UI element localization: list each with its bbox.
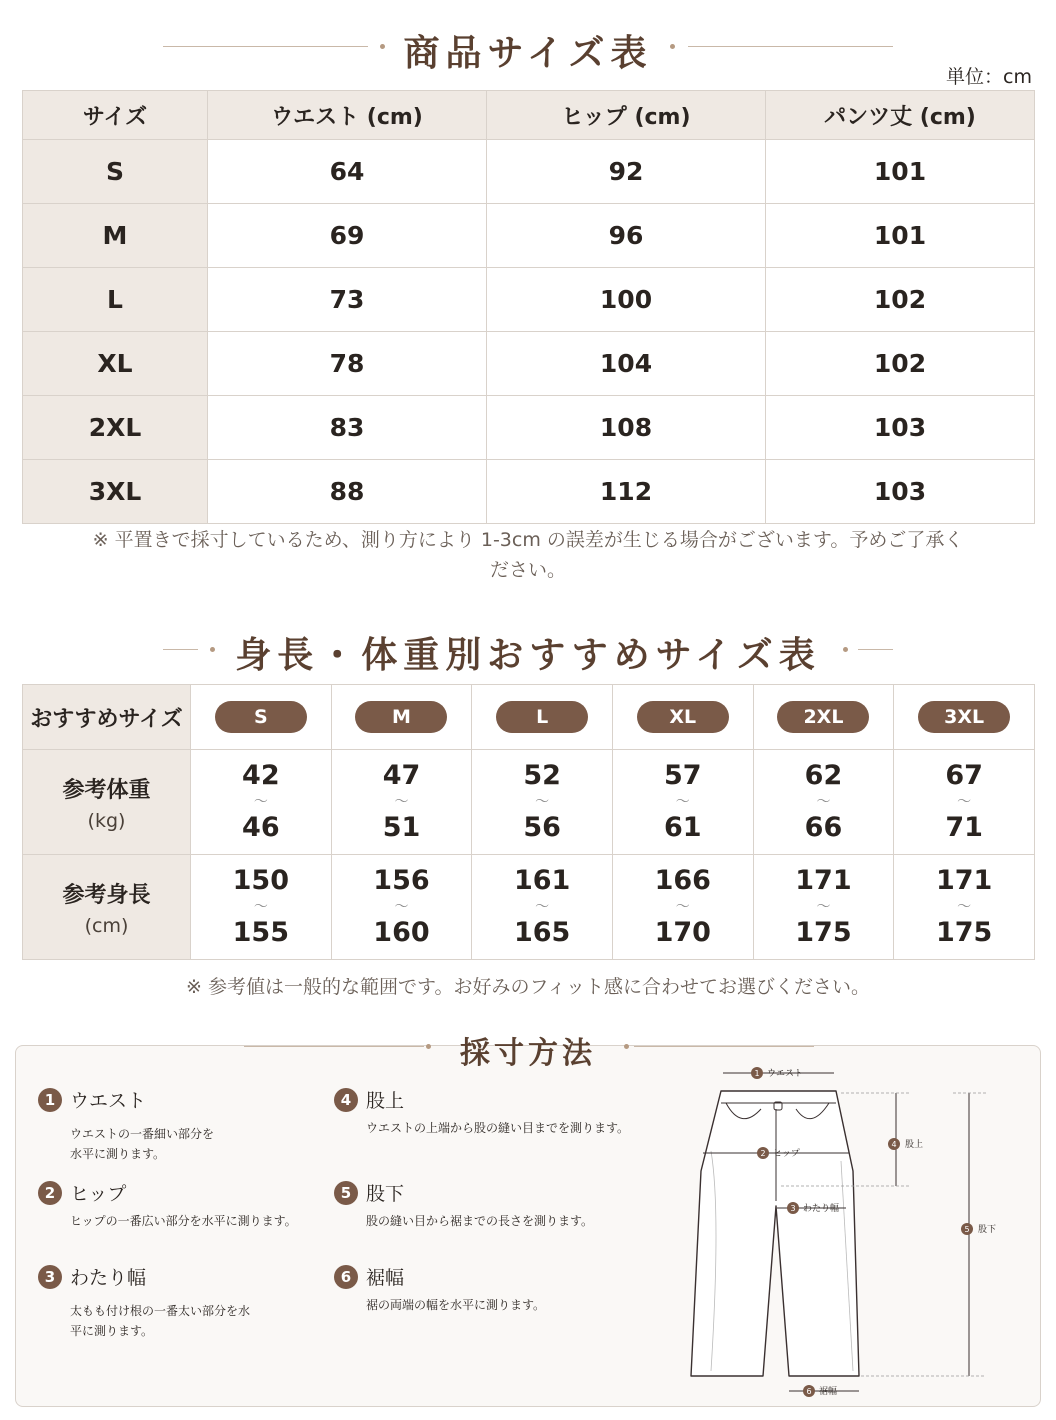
diagram-label-thigh: わたり幅 <box>803 1204 840 1214</box>
measure-item-title: ウエスト <box>70 1090 147 1112</box>
hip-cell: 92 <box>487 140 766 204</box>
diagram-label-hip: ヒップ <box>773 1149 800 1159</box>
waist-cell: 78 <box>208 332 487 396</box>
table-row <box>23 140 1035 204</box>
number-badge: 1 <box>38 1088 62 1112</box>
number-badge: 3 <box>38 1265 62 1289</box>
weight-row <box>23 750 1035 855</box>
weight-label: 参考体重 <box>62 777 151 803</box>
recommend-size-row <box>23 685 1035 750</box>
measure-title: 採寸方法 <box>460 1036 596 1071</box>
header-waist: ウエスト (cm) <box>208 91 487 140</box>
size-pill: M <box>355 701 447 733</box>
height-label: 参考身長 <box>62 882 151 908</box>
length-cell: 103 <box>766 396 1035 460</box>
height-unit: (cm) <box>84 914 129 937</box>
weight-label-cell <box>23 750 191 855</box>
weight-range-cell: 67 ～ 71 <box>894 750 1035 855</box>
height-range-cell: 150 ～ 155 <box>191 855 332 960</box>
weight-range-cell: 62 ～ 66 <box>753 750 894 855</box>
size-pill: 2XL <box>777 701 869 733</box>
table-row <box>23 332 1035 396</box>
diagram-label-inseam: 股下 <box>978 1225 997 1235</box>
measure-item-desc: ウエストの上端から股の縫い目までを測ります。 <box>366 1121 630 1135</box>
measure-item-desc: 股の縫い目から裾までの長さを測ります。 <box>366 1214 594 1228</box>
height-range-cell: 161 ～ 165 <box>472 855 613 960</box>
recommend-size-label: おすすめサイズ <box>23 685 191 750</box>
svg-text:4: 4 <box>891 1140 897 1149</box>
svg-text:1: 1 <box>754 1069 760 1078</box>
diagram-label-hem: 裾幅 <box>819 1387 838 1397</box>
size-pill-cell <box>331 685 472 750</box>
hip-cell: 96 <box>487 204 766 268</box>
measure-item-title: ヒップ <box>70 1183 127 1205</box>
size-cell: S <box>23 140 208 204</box>
recommend-note: ※ 参考値は一般的な範囲です。お好みのフィット感に合わせてお選びください。 <box>186 976 870 998</box>
hip-cell: 112 <box>487 460 766 524</box>
title-line-right <box>634 1046 814 1047</box>
header-length: パンツ丈 (cm) <box>766 91 1035 140</box>
weight-range-cell: 47 ～ 51 <box>331 750 472 855</box>
size-pill: L <box>496 701 588 733</box>
height-range-cell: 171 ～ 175 <box>894 855 1035 960</box>
diagram-label-rise: 股上 <box>905 1140 924 1150</box>
height-row <box>23 855 1035 960</box>
measure-item-desc: ウエストの一番細い部分を 水平に測ります。 <box>70 1127 215 1161</box>
table-header-row <box>23 91 1035 140</box>
height-range-cell: 156 ～ 160 <box>331 855 472 960</box>
height-range-cell: 166 ～ 170 <box>612 855 753 960</box>
title-line-right <box>858 649 893 650</box>
waist-cell: 69 <box>208 204 487 268</box>
measure-item-title: 裾幅 <box>366 1267 405 1289</box>
length-cell: 102 <box>766 332 1035 396</box>
hip-cell: 104 <box>487 332 766 396</box>
svg-text:3: 3 <box>790 1204 796 1213</box>
size-chart-title: 商品サイズ表 <box>403 32 653 74</box>
measure-item-desc: 裾の両端の幅を水平に測ります。 <box>366 1298 546 1312</box>
weight-range-cell: 42 ～ 46 <box>191 750 332 855</box>
hip-cell: 108 <box>487 396 766 460</box>
measure-item-desc: 太もも付け根の一番太い部分を水 平に測ります。 <box>70 1304 251 1338</box>
table-row <box>23 268 1035 332</box>
size-pill-cell <box>191 685 332 750</box>
size-cell: M <box>23 204 208 268</box>
number-badge: 2 <box>38 1181 62 1205</box>
length-cell: 103 <box>766 460 1035 524</box>
waist-cell: 64 <box>208 140 487 204</box>
size-pill-cell <box>894 685 1035 750</box>
number-badge: 4 <box>334 1088 358 1112</box>
measure-item-title: 股上 <box>366 1090 405 1112</box>
size-pill: XL <box>637 701 729 733</box>
size-note <box>40 525 1016 585</box>
waist-cell: 83 <box>208 396 487 460</box>
measure-item-desc: ヒップの一番広い部分を水平に測ります。 <box>70 1214 297 1228</box>
title-dot-right <box>843 647 848 652</box>
size-cell: 2XL <box>23 396 208 460</box>
weight-unit: (kg) <box>87 809 126 832</box>
measure-item-title: わたり幅 <box>70 1267 147 1289</box>
size-cell: XL <box>23 332 208 396</box>
recommend-table <box>22 684 1035 960</box>
header-size: サイズ <box>23 91 208 140</box>
number-badge: 6 <box>334 1265 358 1289</box>
table-row <box>23 460 1035 524</box>
size-pill-cell <box>472 685 613 750</box>
title-dot-right <box>670 44 675 49</box>
size-cell: L <box>23 268 208 332</box>
svg-text:5: 5 <box>964 1225 970 1234</box>
size-pill: 3XL <box>918 701 1010 733</box>
diagram-label-waist: ウエスト <box>767 1069 804 1079</box>
title-dot-right <box>624 1044 629 1049</box>
height-label-cell <box>23 855 191 960</box>
weight-range-cell: 57 ～ 61 <box>612 750 753 855</box>
table-row <box>23 204 1035 268</box>
unit-note: 単位：cm <box>946 66 1032 88</box>
hip-cell: 100 <box>487 268 766 332</box>
length-cell: 101 <box>766 204 1035 268</box>
svg-text:2: 2 <box>760 1149 766 1158</box>
svg-text:6: 6 <box>806 1387 812 1396</box>
size-pill: S <box>215 701 307 733</box>
waist-cell: 73 <box>208 268 487 332</box>
size-pill-cell <box>753 685 894 750</box>
table-row <box>23 396 1035 460</box>
size-cell: 3XL <box>23 460 208 524</box>
header-hip: ヒップ (cm) <box>487 91 766 140</box>
title-line-right <box>688 46 893 47</box>
recommend-chart-title: 身長・体重別おすすめサイズ表 <box>235 634 821 676</box>
size-note-line2: ださい。 <box>489 559 566 581</box>
length-cell: 102 <box>766 268 1035 332</box>
height-range-cell: 171 ～ 175 <box>753 855 894 960</box>
pants-diagram <box>681 1051 1011 1401</box>
size-pill-cell <box>612 685 753 750</box>
measure-panel <box>15 1036 1041 1407</box>
number-badge: 5 <box>334 1181 358 1205</box>
length-cell: 101 <box>766 140 1035 204</box>
size-note-line1: ※ 平置きで採寸しているため、測り方により 1-3cm の誤差が生じる場合がございます。予めご了承く <box>92 529 964 551</box>
waist-cell: 88 <box>208 460 487 524</box>
size-table <box>22 90 1035 524</box>
weight-range-cell: 52 ～ 56 <box>472 750 613 855</box>
measure-item-title: 股下 <box>366 1183 405 1205</box>
